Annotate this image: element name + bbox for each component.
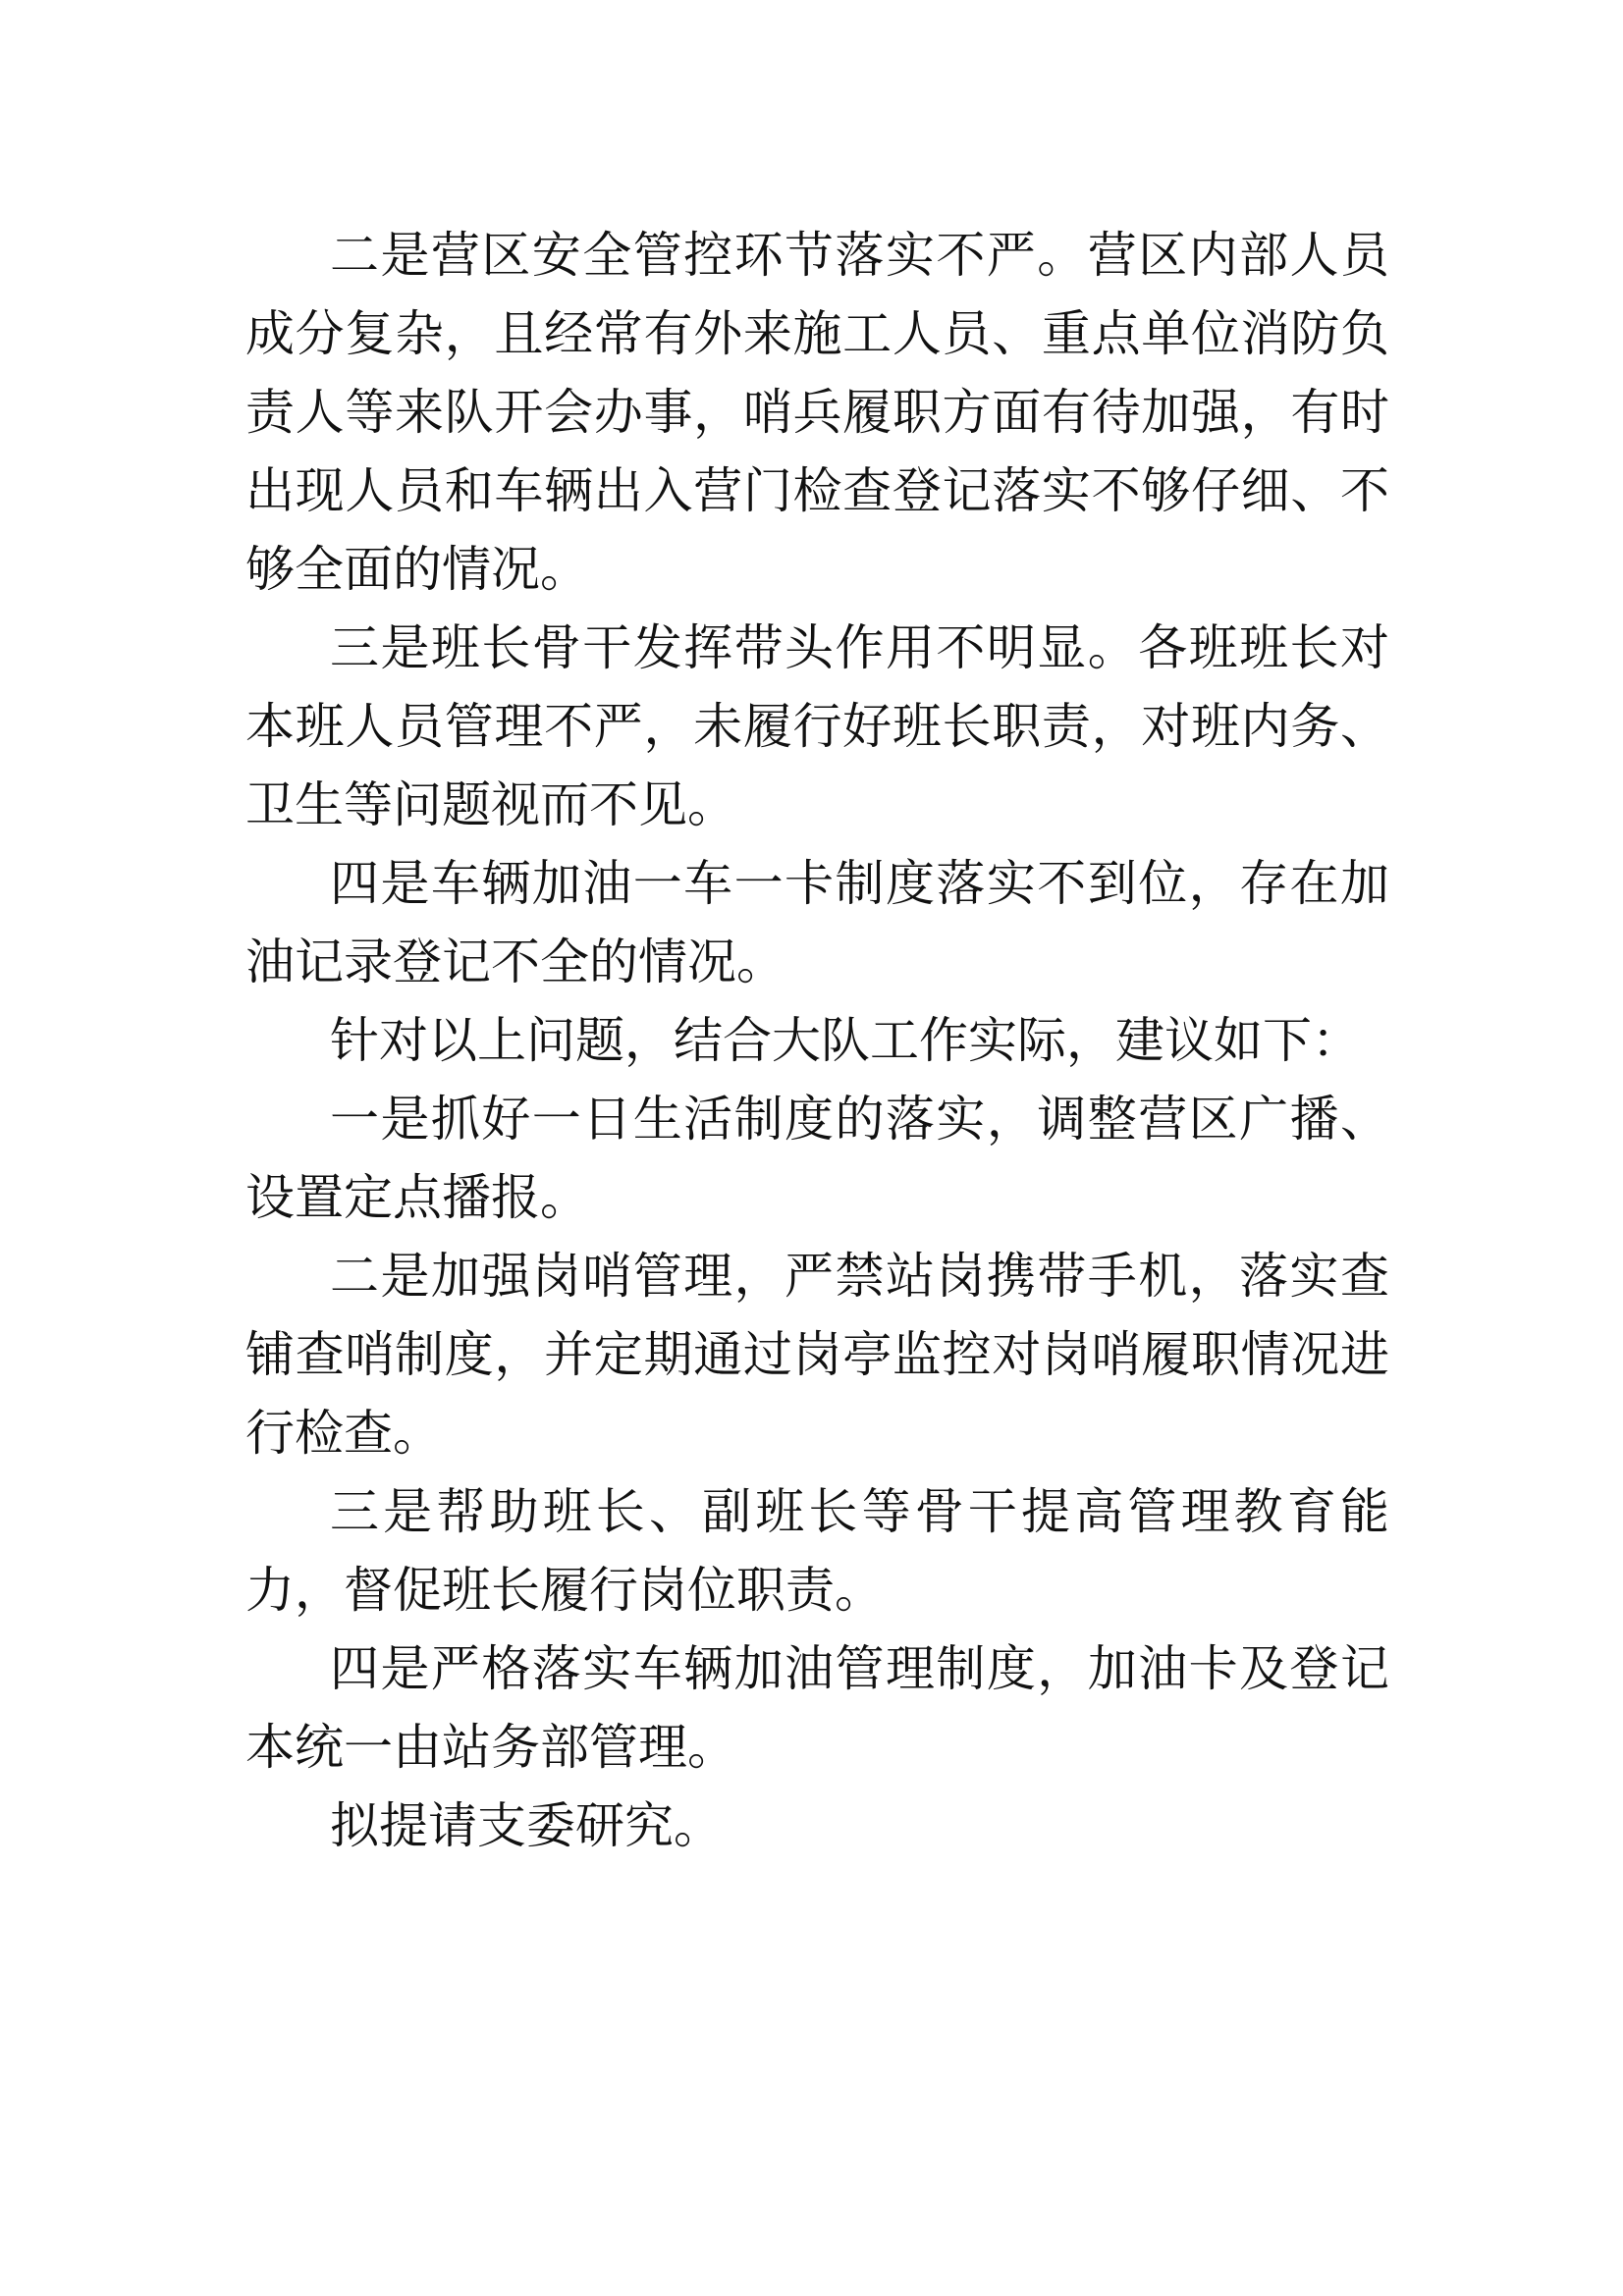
paragraph-issue-squad-leaders: 三是班长骨干发挥带头作用不明显。各班班长对本班人员管理不严，未履行好班长职责，对班内务、卫生等问题视而不见。 [245, 619, 1389, 833]
paragraph-suggestion-sentry: 二是加强岗哨管理，严禁站岗携带手机，落实查铺查哨制度，并定期通过岗亭监控对岗哨履职情况进行检查。 [245, 1248, 1389, 1462]
paragraph-suggestion-fuel-management: 四是严格落实车辆加油管理制度，加油卡及登记本统一由站务部管理。 [245, 1640, 1389, 1776]
paragraph-issue-camp-security: 二是营区安全管控环节落实不严。营区内部人员成分复杂，且经常有外来施工人员、重点单位消防负责人等来队开会办事，哨兵履职方面有待加强，有时出现人员和车辆出入营门检查登记落实不够仔细、不够全面的情况。 [245, 227, 1389, 598]
paragraph-closing: 拟提请支委研究。 [330, 1797, 723, 1854]
paragraph-suggestion-daily-routine: 一是抓好一日生活制度的落实，调整营区广播、设置定点播报。 [245, 1091, 1389, 1226]
paragraph-suggestions-intro: 针对以上问题，结合大队工作实际，建议如下： [330, 1012, 1361, 1069]
document-body [245, 216, 1389, 1865]
paragraph-suggestion-leaders: 三是帮助班长、副班长等骨干提高管理教育能力，督促班长履行岗位职责。 [245, 1483, 1389, 1619]
paragraph-issue-vehicle-fuel: 四是车辆加油一车一卡制度落实不到位，存在加油记录登记不全的情况。 [245, 855, 1389, 990]
